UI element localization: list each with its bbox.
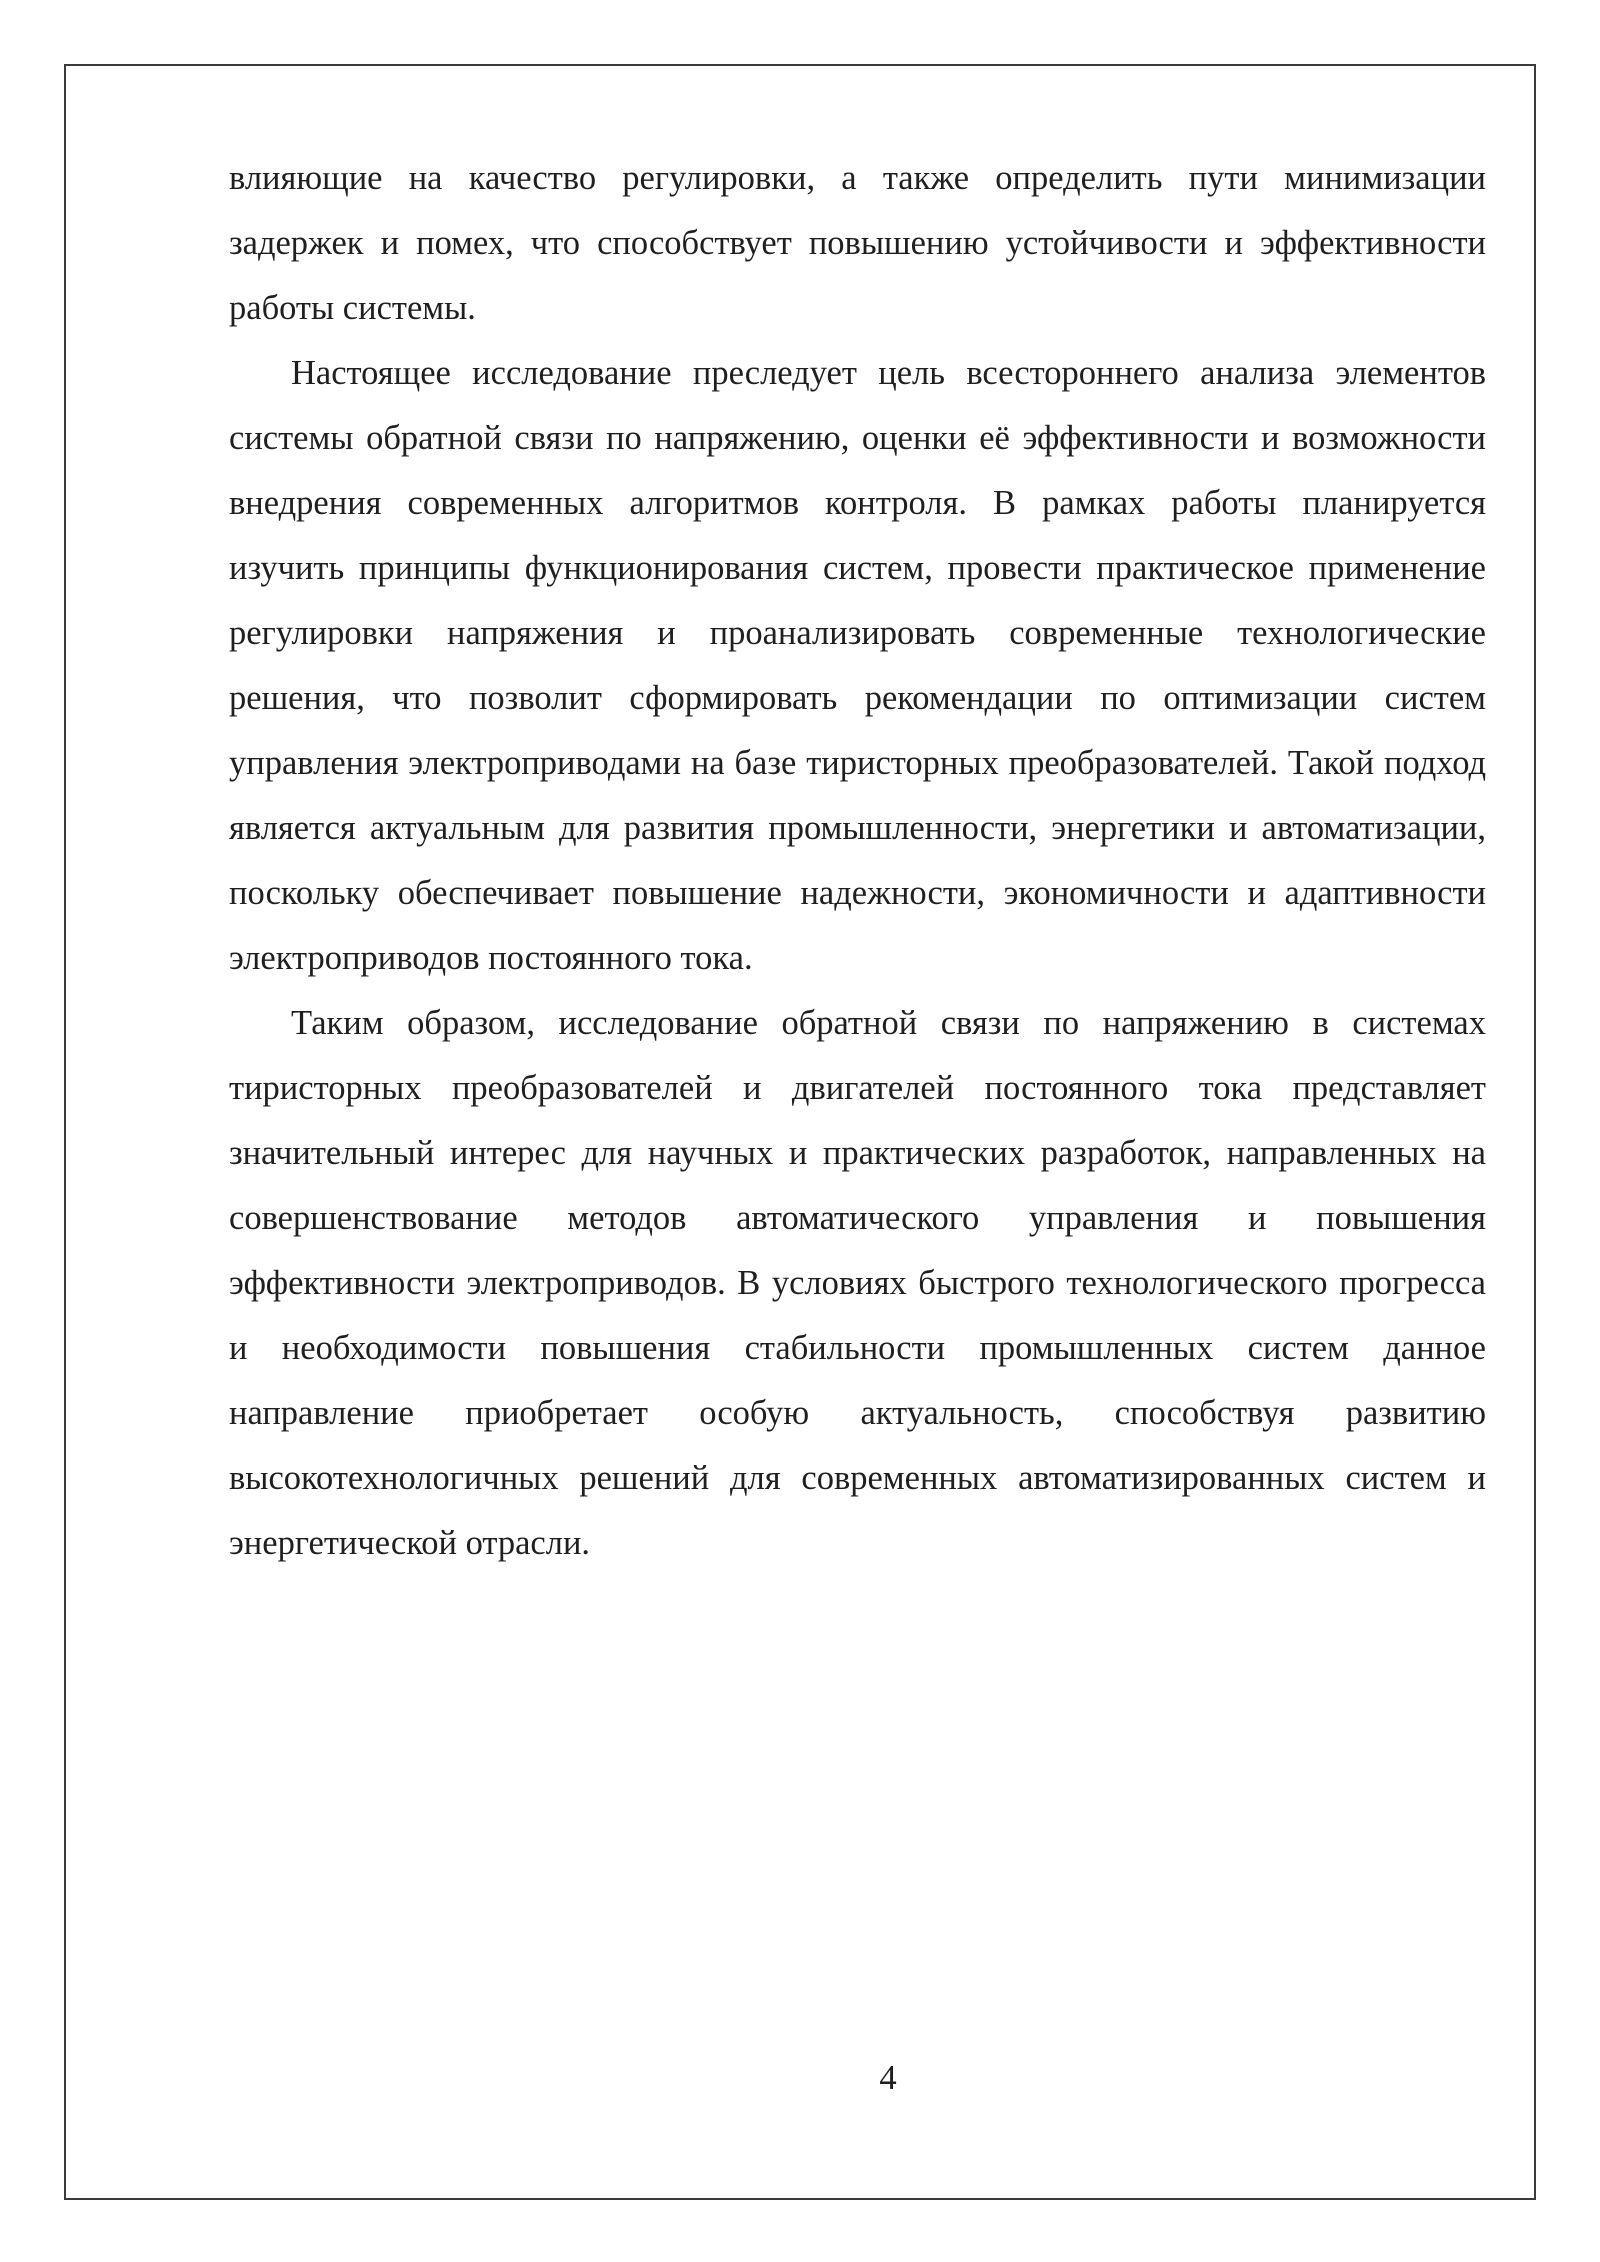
paragraph-continuation: влияющие на качество регулировки, а также определить пути минимизации задержек и помех, что способствует повышению устойчивости и эффективности работы системы. [229, 159, 1486, 327]
paragraph-conclusion: Таким образом, исследование обратной связи по напряжению в системах тиристорных преобразователей и двигателей постоянного тока представляет значительный интерес для научных и практических разработок, направленных на совершенствование методов автоматического управления и повышения эффективности электроприводов. В условиях быстрого технологического прогресса и необходимости повышения стабильности промышленных систем данное направление приобретает особую актуальность, способствуя развитию высокотехнологичных решений для современных автоматизированных систем и энергетической отрасли. [229, 1004, 1486, 1562]
page-number: 4 [879, 2059, 897, 2097]
document-body [229, 146, 1486, 1576]
paragraph-research-goal: Настоящее исследование преследует цель всестороннего анализа элементов системы обратной связи по напряжению, оценки её эффективности и возможности внедрения современных алгоритмов контроля. В рамках работы планируется изучить принципы функционирования систем, провести практическое применение регулировки напряжения и проанализировать современные технологические решения, что позволит сформировать рекомендации по оптимизации систем управления электроприводами на базе тиристорных преобразователей. Такой подход является актуальным для развития промышленности, энергетики и автоматизации, поскольку обеспечивает повышение надежности, экономичности и адаптивности электроприводов постоянного тока. [229, 354, 1486, 977]
